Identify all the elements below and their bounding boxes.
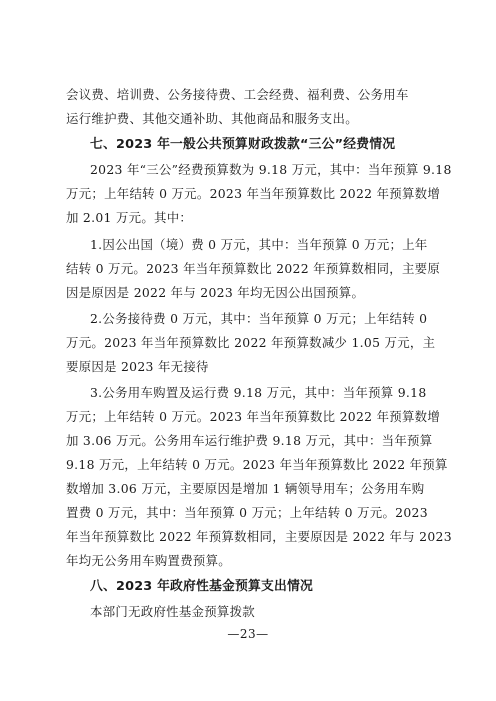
intro-line-2: 运行维护费、其他交通补助、其他商品和服务支出。	[66, 111, 358, 126]
section-7-summary-line-1: 2023 年“三公”经费预算数为 9.18 万元，其中：当年预算 9.18	[90, 162, 452, 177]
item-3-line-2: 万元；上年结转 0 万元。2023 年当年预算数比 2022 年预算数增	[66, 409, 441, 424]
item-3-line-6: 置费 0 万元，其中：当年预算 0 万元；上年结转 0 万元。2023	[66, 505, 428, 520]
item-2-line-2: 万元。2023 年当年预算数比 2022 年预算数减少 1.05 万元，主	[66, 335, 436, 350]
item-2-line-1: 2.公务接待费 0 万元，其中：当年预算 0 万元；上年结转 0	[90, 311, 428, 326]
item-3-line-3: 加 3.06 万元。公务用车运行维护费 9.18 万元，其中：当年预算	[66, 433, 433, 448]
item-1-line-1: 1.因公出国（境）费 0 万元，其中：当年预算 0 万元；上年	[90, 237, 428, 252]
item-3-line-1: 3.公务用车购置及运行费 9.18 万元，其中：当年预算 9.18	[90, 385, 427, 400]
section-8-heading: 八、2023 年政府性基金预算支出情况	[90, 579, 314, 594]
item-3-line-5: 数增加 3.06 万元，主要原因是增加 1 辆领导用车；公务用车购	[66, 481, 425, 496]
item-3-line-8: 年均无公务用车购置费预算。	[66, 553, 231, 568]
section-7-summary-line-2: 万元；上年结转 0 万元。2023 年当年预算数比 2022 年预算数增	[66, 186, 441, 201]
item-2-line-3: 要原因是 2023 年无接待	[66, 359, 209, 374]
section-7-heading: 七、2023 年一般公共预算财政拨款“三公”经费情况	[90, 137, 396, 152]
item-3-line-7: 年当年预算数比 2022 年预算数相同，主要原因是 2022 年与 2023	[66, 529, 452, 544]
item-1-line-3: 因是原因是 2022 年与 2023 年均无因公出国预算。	[66, 285, 365, 300]
section-7-summary-line-3: 加 2.01 万元。其中：	[66, 210, 193, 225]
page-number: —23—	[227, 627, 269, 641]
item-1-line-2: 结转 0 万元。2023 年当年预算数比 2022 年预算数相同，主要原	[66, 261, 441, 276]
section-8-text: 本部门无政府性基金预算拨款	[90, 604, 255, 619]
item-3-line-4: 9.18 万元，上年结转 0 万元。2023 年当年预算数比 2022 年预算	[66, 457, 448, 472]
intro-line-1: 会议费、培训费、公务接待费、工会经费、福利费、公务用车	[66, 87, 409, 102]
